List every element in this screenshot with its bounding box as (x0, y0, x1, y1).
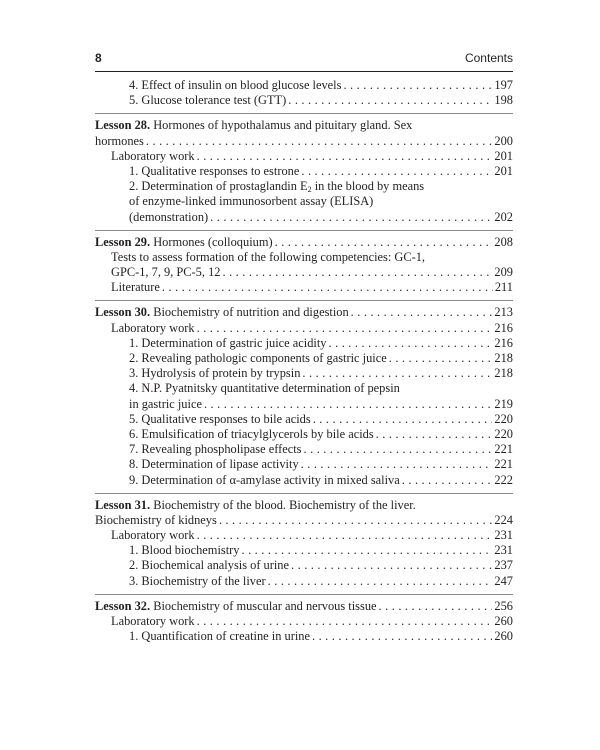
header-rule (95, 71, 513, 72)
entry-title: 2. Revealing pathologic components of gastric juice (129, 351, 387, 365)
page-ref: 247 (494, 573, 513, 588)
toc-entry-text (129, 366, 300, 381)
dot-leader (204, 397, 492, 412)
toc-lesson-entry (95, 118, 513, 133)
page-ref: 231 (494, 528, 513, 543)
toc-section-entry (95, 265, 513, 280)
page-ref: 201 (494, 163, 513, 178)
entry-title: 1. Determination of gastric juice acidity (129, 335, 327, 350)
page-ref: 218 (494, 351, 513, 365)
entry-title: Tests to assess formation of the following competencies: GC-1, (111, 249, 426, 264)
entry-title: 4. Effect of insulin on blood glucose levels (129, 78, 342, 92)
section-divider (95, 113, 513, 114)
page-ref: 216 (494, 320, 513, 335)
subscript: 2 (307, 185, 312, 195)
entry-title: 3. Biochemistry of the liver (129, 573, 266, 588)
page-ref: 220 (494, 411, 513, 426)
section-divider (95, 300, 513, 301)
toc-group (95, 498, 513, 589)
toc-entry-text (95, 235, 273, 250)
page-ref: 237 (494, 558, 513, 573)
toc-subentry (95, 442, 513, 457)
dot-leader (351, 305, 493, 320)
toc-entry-text (95, 599, 377, 614)
page-number: 8 (95, 51, 102, 65)
running-header (95, 51, 513, 67)
toc-section-entry (95, 250, 513, 265)
toc-subentry (95, 366, 513, 381)
dot-leader (268, 574, 493, 589)
lesson-label: Lesson 31. (95, 497, 151, 512)
toc-entry-text (111, 528, 195, 543)
page-ref: 198 (494, 93, 513, 108)
dot-leader (329, 336, 493, 351)
dot-leader (376, 427, 493, 442)
toc-entry-text (129, 412, 311, 427)
entry-title: 1. Qualitative responses to estrone (129, 163, 300, 178)
entry-title: Literature (111, 280, 160, 295)
page-ref: 197 (494, 78, 513, 92)
entry-title: 4. N.P. Pyatnitsky quantitative determination of pepsin (129, 381, 400, 396)
dot-leader (197, 614, 493, 629)
page-ref: 202 (494, 209, 513, 224)
entry-title: Laboratory work (111, 614, 195, 628)
page-ref: 260 (494, 629, 513, 644)
toc-entry-text (129, 442, 302, 457)
toc-subentry (95, 164, 513, 179)
toc-subentry (95, 210, 513, 225)
entry-title: Laboratory work (111, 148, 195, 163)
toc-entry-text (95, 118, 412, 133)
page-ref: 218 (494, 366, 513, 381)
entry-title-continued: in the blood by means (311, 179, 425, 194)
dot-leader (302, 366, 492, 381)
toc-entry-text (129, 179, 424, 194)
entry-title: 6. Emulsification of triacylglycerols by bile acids (129, 426, 374, 441)
dot-leader (197, 149, 493, 164)
dot-leader (275, 235, 493, 250)
toc-lesson-entry (95, 498, 513, 513)
toc-section-entry (95, 280, 513, 295)
toc-entry-text (129, 629, 310, 644)
toc-entry-text (95, 498, 416, 513)
toc-subentry (95, 629, 513, 644)
page-ref: 231 (494, 543, 513, 558)
page-ref: 219 (494, 396, 513, 411)
toc-subentry (95, 194, 513, 209)
dot-leader (301, 164, 492, 179)
toc-group (95, 305, 513, 487)
entry-title: 5. Qualitative responses to bile acids (129, 411, 311, 426)
toc-entry-text (95, 134, 144, 149)
toc-lesson-entry (95, 134, 513, 149)
toc-subentry (95, 427, 513, 442)
toc-section-entry (95, 614, 513, 629)
toc-group (95, 78, 513, 108)
toc-subentry (95, 381, 513, 396)
toc-entry-text (129, 194, 373, 209)
page-ref: 256 (494, 598, 513, 613)
page-ref: 224 (494, 512, 513, 527)
toc-section-entry (95, 149, 513, 164)
page-ref: 222 (494, 472, 513, 487)
toc-subentry (95, 457, 513, 472)
toc-group (95, 118, 513, 224)
toc-subentry (95, 558, 513, 573)
toc-entry-text (129, 351, 387, 366)
toc-entry-text (111, 265, 220, 280)
dot-leader (219, 513, 493, 528)
entry-title: hormones (95, 133, 144, 148)
page-ref: 208 (494, 234, 513, 249)
dot-leader (197, 321, 493, 336)
toc-lesson-entry (95, 235, 513, 250)
entry-title: Biochemistry of nutrition and digestion (150, 305, 349, 320)
toc-subentry (95, 179, 513, 194)
entry-title: Biochemistry of muscular and nervous tissue (150, 598, 377, 613)
toc-subentry (95, 397, 513, 412)
dot-leader (389, 351, 493, 366)
entry-title: Biochemistry of kidneys (95, 512, 217, 527)
dot-leader (210, 210, 492, 225)
toc-subentry (95, 336, 513, 351)
toc-subentry (95, 543, 513, 558)
toc-entry-text (111, 149, 195, 164)
toc-entry-text (111, 321, 195, 336)
entry-title: 9. Determination of α-amylase activity in mixed saliva (129, 472, 400, 487)
dot-leader (379, 599, 493, 614)
entry-title: 2. Determination of prostaglandin E (129, 179, 308, 194)
toc-subentry (95, 574, 513, 589)
toc-entry-text (129, 164, 299, 179)
dot-leader (291, 558, 492, 573)
entry-title: Hormones (colloquium) (150, 234, 273, 249)
toc-subentry (95, 412, 513, 427)
toc-entry-text (129, 558, 289, 573)
toc-entry-text (129, 210, 208, 225)
lesson-label: Lesson 28. (95, 118, 151, 133)
page-ref: 200 (494, 133, 513, 148)
dot-leader (197, 528, 493, 543)
dot-leader (304, 442, 493, 457)
lesson-label: Lesson 30. (95, 305, 151, 320)
dot-leader (343, 78, 492, 93)
entry-title: (demonstration) (129, 209, 209, 224)
dot-leader (288, 93, 492, 108)
dot-leader (312, 629, 492, 644)
page-ref: 216 (494, 335, 513, 350)
toc-group (95, 599, 513, 645)
toc-entry-text (95, 513, 217, 528)
page-ref: 221 (494, 442, 513, 457)
dot-leader (222, 265, 492, 280)
entry-title: Laboratory work (111, 320, 195, 335)
page-ref: 201 (494, 148, 513, 163)
entry-title: Biochemistry of the blood. Biochemistry of the liver. (150, 497, 416, 512)
page-ref: 213 (494, 305, 513, 320)
lesson-label: Lesson 32. (95, 598, 151, 613)
toc-entry-text (129, 78, 341, 93)
toc-entry-text (111, 614, 195, 629)
dot-leader (301, 457, 493, 472)
toc-lesson-entry (95, 305, 513, 320)
section-divider (95, 230, 513, 231)
toc-section-entry (95, 321, 513, 336)
toc-entry-text (129, 457, 299, 472)
dot-leader (146, 134, 493, 149)
entry-title: of enzyme-linked immunosorbent assay (ELISA) (129, 194, 374, 209)
toc-subentry (95, 473, 513, 488)
toc-entry-text (129, 397, 202, 412)
section-divider (95, 493, 513, 494)
dot-leader (241, 543, 492, 558)
page-ref: 211 (494, 280, 513, 295)
entry-title: 7. Revealing phospholipase effects (129, 442, 302, 457)
lesson-label: Lesson 29. (95, 234, 151, 249)
entry-title: Laboratory work (111, 528, 195, 543)
toc-subentry (95, 93, 513, 108)
toc-entry-text (129, 93, 286, 108)
toc-group (95, 235, 513, 296)
entry-title: 8. Determination of lipase activity (129, 457, 299, 472)
toc-entry-text (111, 280, 160, 295)
entry-title: 3. Hydrolysis of protein by trypsin (129, 366, 301, 381)
page-ref: 260 (494, 614, 513, 628)
entry-title: 2. Biochemical analysis of urine (129, 558, 290, 573)
toc-lesson-entry (95, 599, 513, 614)
toc-entry-text (129, 381, 400, 396)
toc-entry-text (111, 250, 425, 265)
page-ref: 209 (494, 265, 513, 280)
entry-title: in gastric juice (129, 396, 202, 411)
dot-leader (162, 280, 493, 295)
toc-entry-text (129, 473, 400, 488)
toc-entry-text (129, 336, 327, 351)
table-of-contents (95, 78, 513, 644)
toc-entry-text (129, 543, 239, 558)
toc-entry-text (129, 427, 374, 442)
section-divider (95, 594, 513, 595)
dot-leader (402, 473, 493, 488)
entry-title: 5. Glucose tolerance test (GTT) (129, 93, 287, 108)
page-ref: 221 (494, 457, 513, 472)
toc-subentry (95, 78, 513, 93)
toc-entry-text (129, 574, 266, 589)
toc-entry-text (95, 305, 349, 320)
section-title: Contents (464, 51, 513, 65)
dot-leader (313, 412, 493, 427)
entry-title: 1. Blood biochemistry (129, 543, 240, 558)
toc-lesson-entry (95, 513, 513, 528)
toc-section-entry (95, 528, 513, 543)
entry-title: Hormones of hypothalamus and pituitary gland. Sex (150, 118, 413, 133)
page-ref: 220 (494, 426, 513, 441)
entry-title: GPC-1, 7, 9, PC-5, 12 (111, 265, 221, 280)
entry-title: 1. Quantification of creatine in urine (129, 629, 310, 644)
toc-subentry (95, 351, 513, 366)
